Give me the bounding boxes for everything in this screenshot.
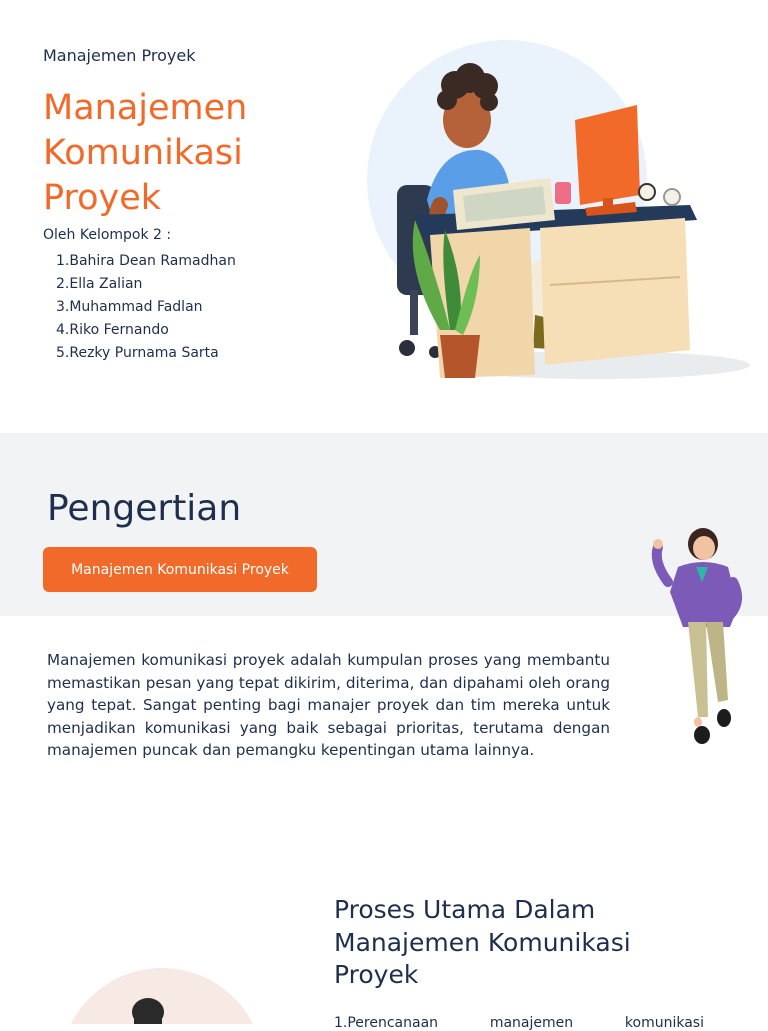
- process-item-word: komunikasi: [624, 1015, 704, 1031]
- main-title-line-2: Komunikasi: [43, 133, 243, 173]
- main-title-line-3: Proyek: [43, 178, 162, 218]
- pengertian-heading: Pengertian: [47, 488, 242, 529]
- process-item-word: 1.Perencanaan: [334, 1015, 439, 1031]
- main-title: [43, 86, 343, 221]
- member-item: 3.Muhammad Fadlan: [56, 299, 203, 315]
- proses-heading: [334, 894, 754, 992]
- main-title-line-1: Manajemen: [43, 88, 248, 128]
- hero-illustration: [345, 30, 755, 400]
- member-item: 1.Bahira Dean Ramadhan: [56, 253, 236, 269]
- monitor-orange: [575, 105, 640, 205]
- bottom-illustration: [40, 960, 280, 1024]
- member-list: [56, 250, 236, 365]
- top-label: Manajemen Proyek: [43, 46, 196, 65]
- process-item-word: manajemen: [489, 1015, 574, 1031]
- proses-heading-line-3: Proyek: [334, 960, 419, 989]
- member-item: 4.Riko Fernando: [56, 322, 169, 338]
- definition-paragraph: Manajemen komunikasi proyek adalah kumpulan proses yang membantu memastikan pesan yang tepat dikirim, diterima, dan dipahami oleh orang yang tepat. Sangat penting bagi manajer proyek dan tim mereka untuk menjadikan komunikasi yang baik sebagai prioritas, terutama dengan manajemen puncak dan pemangku kepentingan utama lainnya.: [47, 651, 610, 760]
- member-item: 2.Ella Zalian: [56, 276, 143, 292]
- topic-button[interactable]: Manajemen Komunikasi Proyek: [43, 547, 317, 592]
- woman-illustration: [638, 522, 758, 757]
- process-item-1: [334, 1015, 704, 1031]
- proses-heading-line-1: Proses Utama Dalam: [334, 895, 596, 924]
- plant-pot: [440, 335, 480, 378]
- proses-heading-line-2: Manajemen Komunikasi: [334, 927, 631, 957]
- member-item: 5.Rezky Purnama Sarta: [56, 345, 219, 361]
- group-label: Oleh Kelompok 2 :: [43, 227, 172, 243]
